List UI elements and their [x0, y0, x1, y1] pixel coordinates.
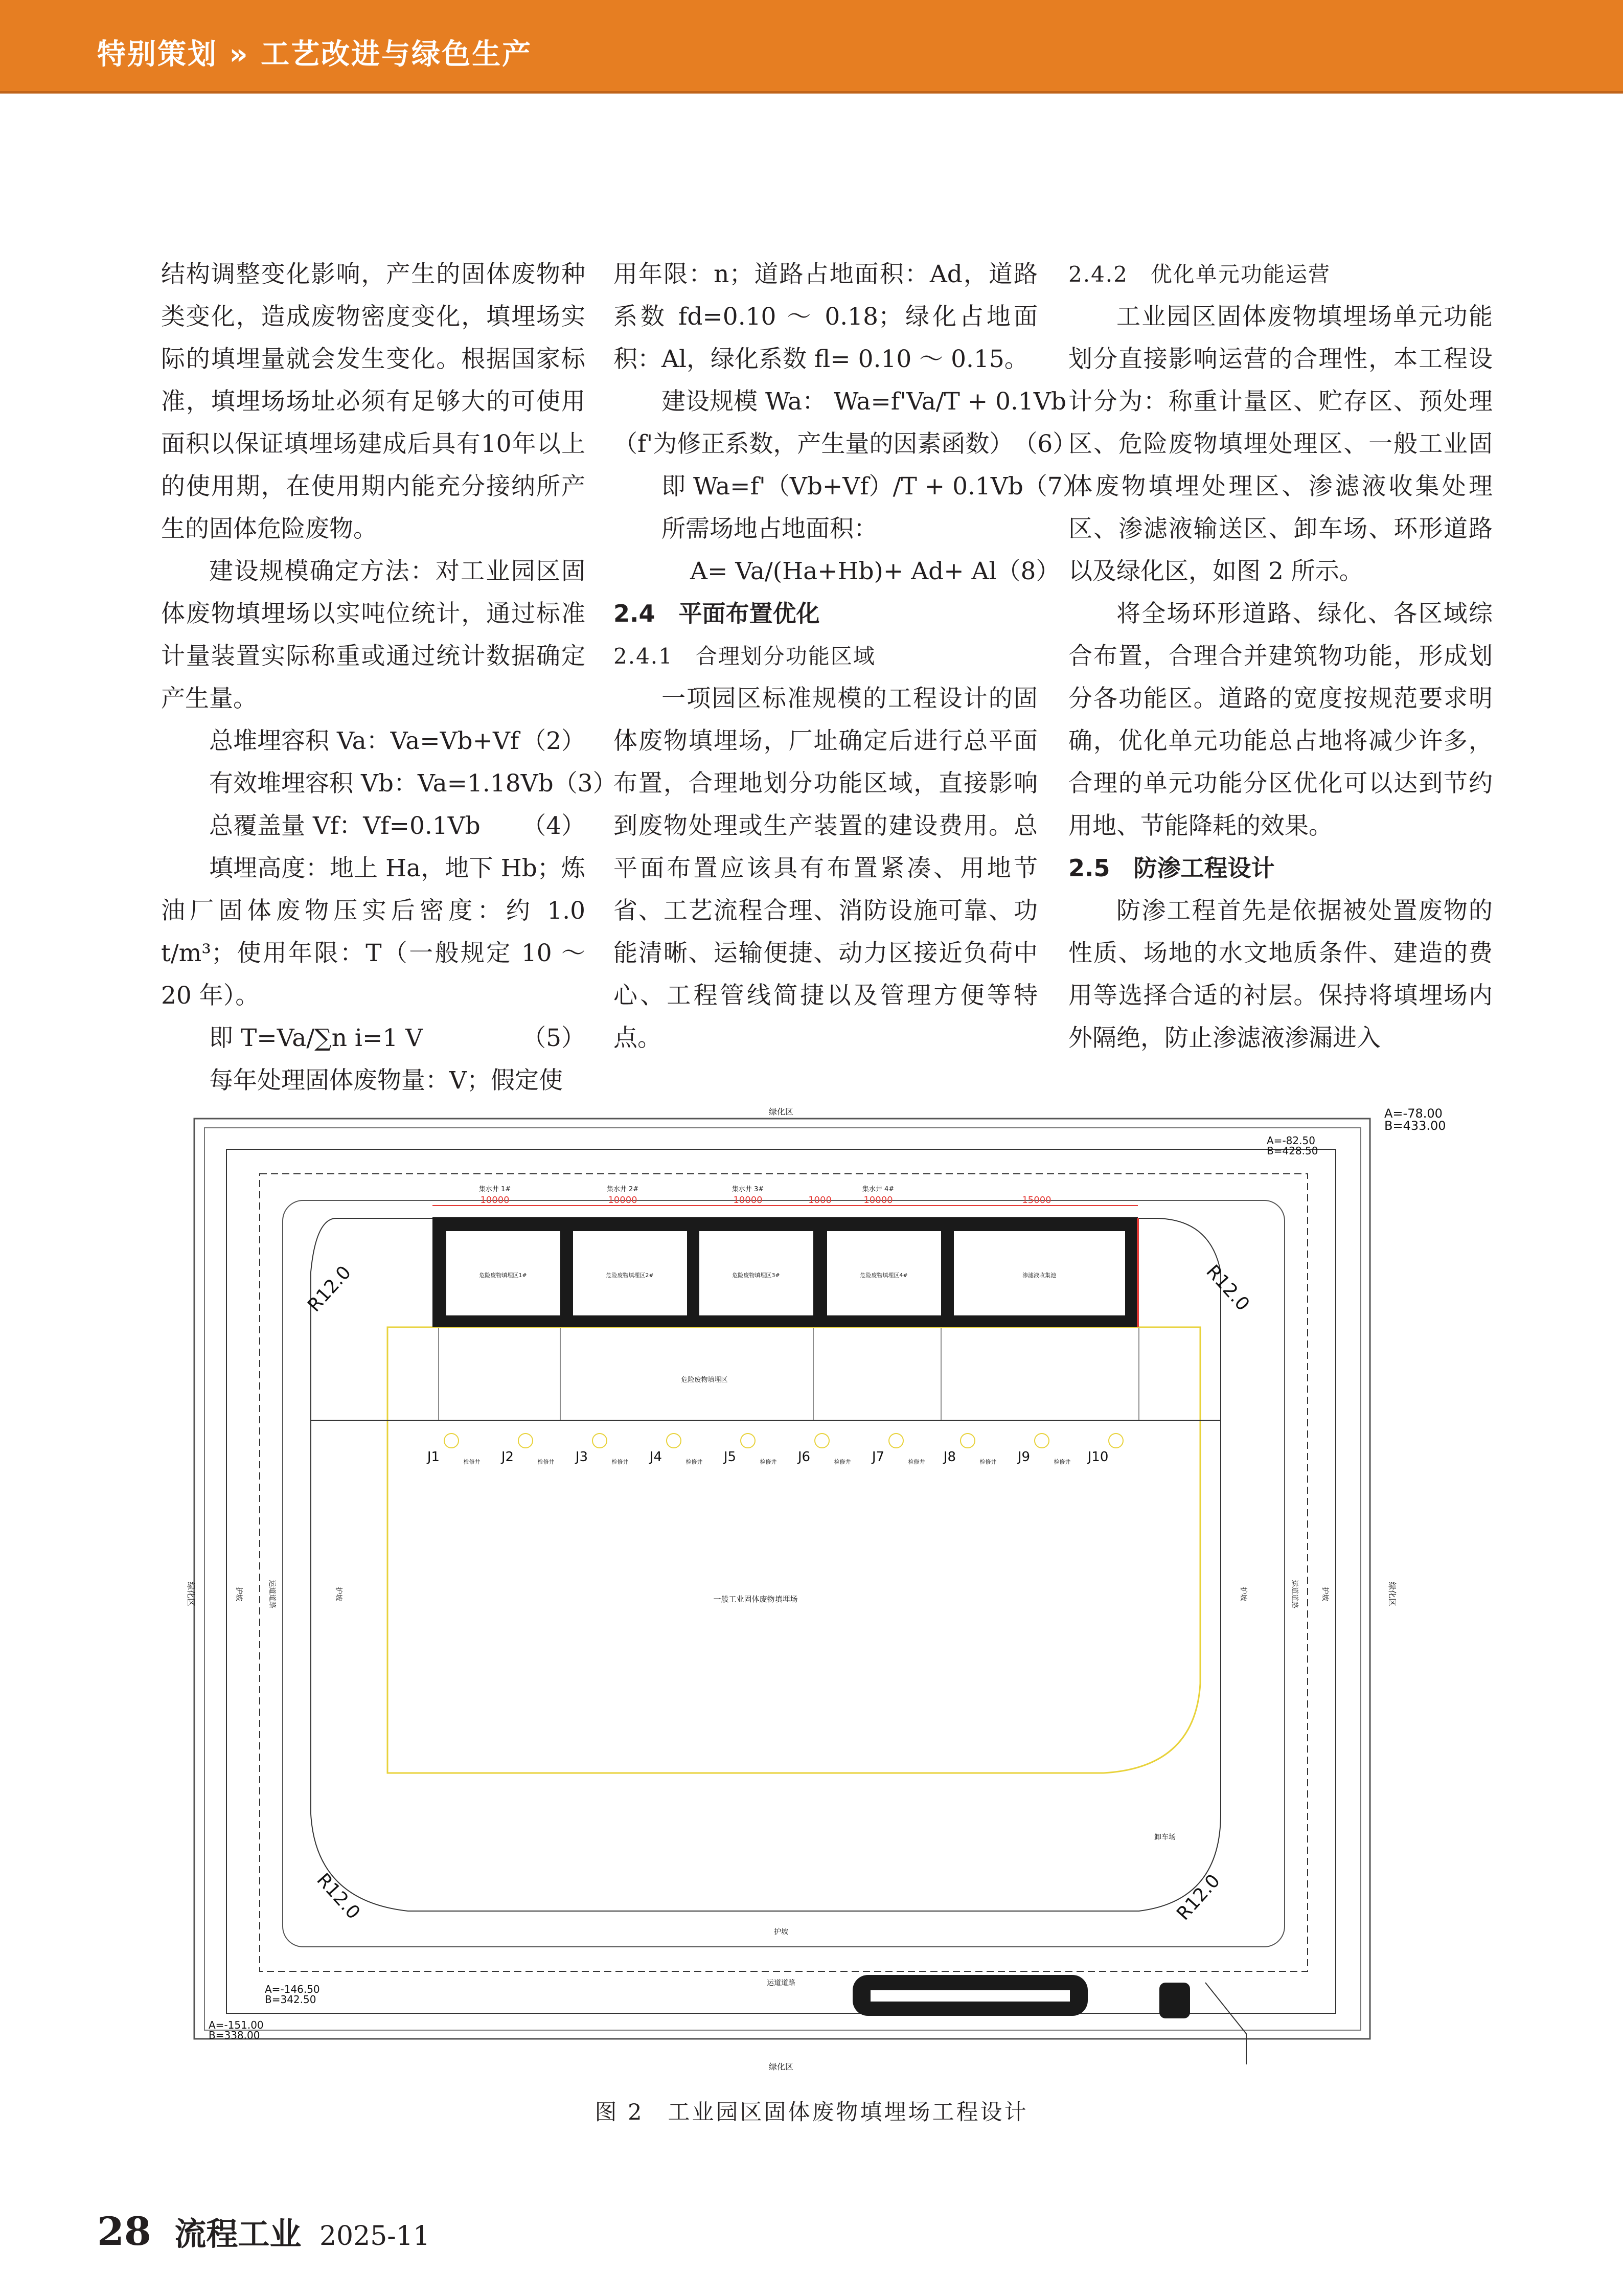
page-footer	[97, 2209, 430, 2254]
column-3	[1068, 253, 1493, 1059]
well-label: J9	[1017, 1449, 1031, 1465]
yellow-boundary	[387, 1327, 1200, 1773]
paragraph: 防渗工程首先是依据被处置废物的性质、场地的水文地质条件、建造的费用等选择合适的衬层。保持将填埋场内外隔绝，防止渗滤液渗漏进入	[1068, 897, 1493, 1052]
well-label: J8	[943, 1449, 956, 1465]
well-label: J3	[575, 1449, 588, 1465]
well-type: 检修井	[611, 1459, 629, 1465]
issue: 2025-11	[319, 2221, 430, 2252]
dimension-text: 15000	[1022, 1195, 1051, 1206]
slope-label-right-inner: 护坡	[1239, 1587, 1247, 1601]
subsection-heading: 2.4.2 优化单元功能运营	[1068, 262, 1331, 287]
entrance-road	[1205, 1983, 1246, 2064]
equation-3: 有效堆埋容积 Vb：Va=1.18Vb （3）	[209, 769, 617, 798]
equation-6-note: （f'为修正系数，产生量的因素函数） （6）	[613, 430, 1077, 458]
well-label: J2	[501, 1449, 514, 1465]
paragraph: 结构调整变化影响，产生的固体废物种类变化，造成废物密度变化，填埋场实际的填埋量就会发生变化。根据国家标准，填埋场场址必须有足够大的可使用面积以保证填埋场建成后具有10年以上的使用期，在使用期内能充分接纳所产生的固体危险废物。	[161, 260, 585, 543]
cell-label: 渗滤液收集池	[1022, 1272, 1056, 1279]
well-type: 检修井	[1054, 1459, 1071, 1465]
coordinate: A=-146.50	[265, 1983, 320, 1995]
radius-label: R12.0	[1202, 1261, 1254, 1315]
well-type: 检修井	[463, 1459, 481, 1465]
gatehouse	[1159, 1983, 1190, 2018]
coordinate: A=-82.50	[1267, 1134, 1315, 1147]
radius-label: R12.0	[304, 1262, 356, 1316]
road-label-bottom: 运道道路	[767, 1979, 795, 1987]
paragraph: 工业园区固体废物填埋场单元功能划分直接影响运营的合理性，本工程设计分为：称重计量区、贮存区、预处理区、危险废物填埋处理区、一般工业固体废物填埋处理区、渗滤液收集处理区、渗滤液输送区、卸车场、环形道路以及绿化区，如图 2 所示。	[1068, 303, 1493, 585]
weigh-bridge	[871, 1990, 1070, 2002]
dimension-text: 10000	[863, 1195, 893, 1206]
slope-label-right: 护坡	[1321, 1587, 1329, 1601]
coordinate: A=-78.00	[1384, 1106, 1443, 1121]
sump-label: 集水井 3#	[732, 1186, 764, 1193]
section-heading: 2.5 防渗工程设计	[1068, 854, 1275, 882]
well-type: 检修井	[685, 1459, 703, 1465]
equation-2: 总堆埋容积 Va：Va=Vb+Vf （2）	[209, 727, 585, 755]
header-rule	[0, 91, 1623, 94]
well-type: 检修井	[908, 1459, 925, 1465]
sump-label: 集水井 1#	[478, 1186, 511, 1193]
coordinate: B=433.00	[1384, 1119, 1446, 1133]
main-area-label: 一般工业固体废物填埋场	[713, 1595, 798, 1604]
cell-label: 危险废物填埋区2#	[606, 1272, 654, 1279]
equation-4: 总覆盖量 Vf：Vf=0.1Vb （4）	[209, 812, 585, 840]
paragraph: 填埋高度：地上 Ha，地下 Hb；炼油厂固体废物压实后密度：约 1.0 t/m³；使用年限：T（一般规定 10 ～ 20 年）。	[161, 854, 585, 1010]
green-zone-left: 绿化区	[186, 1581, 196, 1607]
green-zone-right: 绿化区	[1387, 1581, 1397, 1607]
inspection-wells	[426, 1434, 1123, 1465]
dimension-text: 10000	[608, 1195, 637, 1206]
equation-7: 即 Wa=f'（Vb+Vf）/T + 0.1Vb （7）	[661, 472, 1087, 501]
well-type: 检修井	[537, 1459, 555, 1465]
paragraph: 用年限：n；道路占地面积：Ad，道路系数 fd=0.10 ～ 0.18；绿化占地面积：Al，绿化系数 fl= 0.10 ～ 0.15。	[613, 260, 1038, 373]
road-label-right: 运道道路	[1290, 1580, 1298, 1608]
sump-label: 集水井 4#	[862, 1186, 895, 1193]
slope-label-left-inner: 护坡	[334, 1587, 342, 1601]
paragraph: 一项园区标准规模的工程设计的固体废物填埋场，厂址确定后进行总平面布置，合理地划分功能区域，直接影响到废物处理或生产装置的建设费用。总平面布置应该具有布置紧凑、用地节省、工艺流程合理、消防设施可靠、功能清晰、运输便捷、动力区接近负荷中心、工程管线简捷以及管理方便等特点。	[613, 685, 1038, 1052]
coordinate: A=-151.00	[209, 2019, 264, 2031]
figure-2-site-plan	[186, 1103, 1481, 2075]
section-title: 特别策划 » 工艺改进与绿色生产	[97, 38, 533, 71]
paragraph: 建设规模确定方法：对工业园区固体废物填埋场以实吨位统计，通过标准计量装置实际称重或通过统计数据确定产生量。	[161, 557, 585, 713]
dimension-text: 10000	[733, 1195, 763, 1206]
subsection-heading: 2.4.1 合理划分功能区域	[613, 644, 876, 669]
slope-label-left: 护坡	[235, 1587, 243, 1601]
well-type: 检修井	[979, 1459, 997, 1465]
radius-label: R12.0	[312, 1869, 364, 1924]
well-label: J4	[649, 1449, 662, 1465]
coordinate: B=428.50	[1267, 1145, 1318, 1157]
green-zone-bottom: 绿化区	[768, 2062, 794, 2072]
dimension-text: 1000	[808, 1195, 832, 1206]
coordinate: B=342.50	[265, 1993, 316, 2006]
column-2	[613, 253, 1087, 1059]
green-zone-top: 绿化区	[768, 1107, 794, 1117]
sump-label: 集水井 2#	[606, 1186, 639, 1193]
well-label: J10	[1087, 1449, 1109, 1465]
well-label: J6	[797, 1449, 811, 1465]
zone-label: 危险废物填埋区	[681, 1376, 728, 1384]
road-label-left: 运道道路	[268, 1580, 276, 1608]
well-label: J7	[872, 1449, 885, 1465]
equation-8: A= Va/(Ha+Hb)+ Ad+ Al （8）	[690, 557, 1060, 585]
figure-caption: 图 2 工业园区固体废物填埋场工程设计	[595, 2100, 1028, 2125]
equation-6: 建设规模 Wa： Wa=f'Va/T + 0.1Vb	[661, 388, 1066, 416]
well-label: J1	[427, 1449, 440, 1465]
paragraph: 将全场环形道路、绿化、各区域综合布置，合理合并建筑物功能，形成划分各功能区。道路的宽度按规范要求明确，优化单元功能总占地将减少许多，合理的单元功能分区优化可以达到节约用地、节能降耗的效果。	[1068, 600, 1493, 840]
column-1	[161, 253, 617, 1102]
equation-8-intro: 所需场地占地面积：	[661, 515, 878, 543]
coordinate: B=338.00	[209, 2029, 260, 2041]
equation-5: 即 T=Va/∑n i=1 V （5）	[209, 1024, 585, 1052]
well-label: J5	[723, 1449, 737, 1465]
well-type: 检修井	[834, 1459, 851, 1465]
well-type: 检修井	[760, 1459, 777, 1465]
paragraph: 每年处理固体废物量：V；假定使	[209, 1066, 563, 1095]
journal-name: 流程工业	[174, 2215, 302, 2253]
page-number: 28	[97, 2209, 151, 2254]
section-heading: 2.4 平面布置优化	[613, 600, 820, 627]
slope-label-bottom: 护坡	[774, 1928, 788, 1936]
cell-label: 危险废物填埋区3#	[732, 1272, 780, 1279]
unload-label: 卸车场	[1154, 1833, 1176, 1842]
dimension-text: 10000	[480, 1195, 510, 1206]
cell-label: 危险废物填埋区4#	[860, 1272, 908, 1279]
cell-label: 危险废物填埋区1#	[479, 1272, 527, 1279]
radius-label: R12.0	[1173, 1870, 1225, 1925]
